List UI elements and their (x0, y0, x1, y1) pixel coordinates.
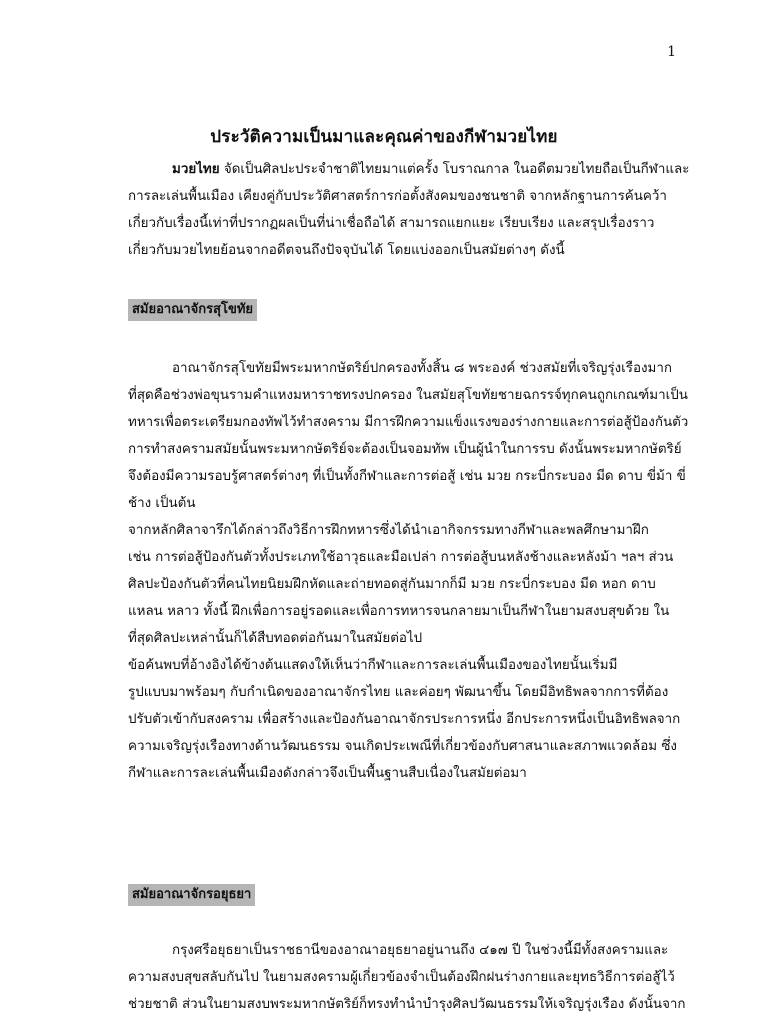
paragraph-line: ทหารเพื่อตระเตรียมกองทัพไว้ทำสงคราม มีการฝึกความแข็งแรงของร่างกายและการต่อสู้ป้องกันตัว (128, 415, 689, 430)
sukhothai-paragraph-2 (128, 517, 673, 652)
ayutthaya-paragraph-1 (128, 937, 686, 1018)
paragraph-line: จึงต้องมีความรอบรู้ศาสตร์ต่างๆ ที่เป็นทั้งกีฬาและการต่อสู้ เช่น มวย กระบี่กระบอง มีด ดาบ ขี่ม้า ขี่ (128, 469, 686, 484)
intro-line: การละเล่นพื้นเมือง เคียงคู่กับประวัติศาสตร์การก่อตั้งสังคมของชนชาติ จากหลักฐานการค้นคว้า (128, 189, 667, 204)
paragraph-line: ที่สุดศิลปะเหล่านั้นก็ได้สืบทอดต่อกันมาในสมัยต่อไป (128, 631, 423, 646)
paragraph-line: ปรับตัวเข้ากับสงคราม เพื่อสร้างและป้องกันอาณาจักรประการหนึ่ง อีกประการหนึ่งเป็นอิทธิพลจาก (128, 712, 681, 727)
paragraph-line: เช่น การต่อสู้ป้องกันตัวทั้งประเภทใช้อาวุธและมือเปล่า การต่อสู้บนหลังช้างและหลังม้า ฯลฯ ส่วน (128, 550, 674, 565)
paragraph-line: ความสงบสุขสลับกันไป ในยามสงครามผู้เกี่ยวข้องจำเป็นต้องฝึกฝนร่างกายและยุทธวิธีการต่อสู้ไว้ (128, 970, 675, 985)
paragraph-line: ข้อค้นพบที่อ้างอิงได้ข้างต้นแสดงให้เห็นว่ากีฬาและการละเล่นพื้นเมืองของไทยนั้นเริ่มมี (128, 658, 618, 673)
sukhothai-paragraph-1 (128, 355, 689, 517)
paragraph-line: กีฬาและการละเล่นพื้นเมืองดังกล่าวจึงเป็นพื้นฐานสืบเนื่องในสมัยต่อมา (128, 766, 527, 781)
intro-line: เกี่ยวกับมวยไทยย้อนจากอดีตจนถึงปัจจุบันได้ โดยแบ่งออกเป็นสมัยต่างๆ ดังนี้ (128, 243, 565, 258)
page-number: 1 (667, 44, 676, 60)
section-heading-ayutthaya: สมัยอาณาจักรอยุธยา (128, 884, 255, 906)
intro-line-text: จัดเป็นศิลปะประจำชาติไทยมาแต่ครั้ง โบราณกาล ในอดีตมวยไทยถือเป็นกีฬาและ (219, 162, 690, 177)
section-heading-sukhothai: สมัยอาณาจักรสุโขทัย (128, 299, 257, 321)
paragraph-line: ช้าง เป็นต้น (128, 496, 196, 511)
sukhothai-paragraph-3 (128, 652, 681, 787)
paragraph-line: จากหลักศิลาจารึกได้กล่าวถึงวิธีการฝึกทหารซึ่งได้นำเอากิจกรรมทางกีฬาและพลศึกษามาฝึก (128, 523, 649, 538)
intro-lead-term: มวยไทย (172, 161, 220, 177)
paragraph-line: ช่วยชาติ ส่วนในยามสงบพระมหากษัตริย์ก็ทรงทำนำบำรุงศิลปวัฒนธรรมให้เจริญรุ่งเรือง ดังนั้นจาก (128, 997, 686, 1012)
paragraph-line: แหลน หลาว ทั้งนี้ ฝึกเพื่อการอยู่รอดและเพื่อการทหารจนกลายมาเป็นกีฬาในยามสงบสุขด้วย ใน (128, 604, 670, 619)
paragraph-line: ที่สุดคือช่วงพ่อขุนรามคำแหงมหาราชทรงปกครอง ในสมัยสุโขทัยชายฉกรรจ์ทุกคนถูกเกณฑ์มาเป็น (128, 388, 688, 403)
paragraph-line: ศิลปะป้องกันตัวที่คนไทยนิยมฝึกหัดและถ่ายทอดสู่กันมากก็มี มวย กระบี่กระบอง มีด หอก ดาบ (128, 577, 656, 592)
paragraph-line: การทำสงครามสมัยนั้นพระมหากษัตริย์จะต้องเป็นจอมทัพ เป็นผู้นำในการรบ ดังนั้นพระมหากษัตริย์ (128, 442, 682, 457)
paragraph-line: กรุงศรีอยุธยาเป็นราชธานีของอาณาอยุธยาอยู่นานถึง ๔๑๗ ปี ในช่วงนี้มีทั้งสงครามและ (172, 943, 669, 958)
document-title: ประวัติความเป็นมาและคุณค่าของกีฬามวยไทย (210, 127, 558, 147)
paragraph-line: อาณาจักรสุโขทัยมีพระมหากษัตริย์ปกครองทั้งสิ้น ๘ พระองค์ ช่วงสมัยที่เจริญรุ่งเรืองมาก (172, 361, 672, 376)
intro-line: เกี่ยวกับเรื่องนี้เท่าที่ปรากฏผลเป็นที่น่าเชื่อถือได้ สามารถแยกแยะ เรียบเรียง และสรุปเรื่องราว (128, 216, 655, 231)
paragraph-line: ความเจริญรุ่งเรืองทางด้านวัฒนธรรม จนเกิดประเพณีที่เกี่ยวข้องกับศาสนาและสภาพแวดล้อม ซึ่ง (128, 739, 677, 754)
paragraph-line: รูปแบบมาพร้อมๆ กับกำเนิดของอาณาจักรไทย และค่อยๆ พัฒนาขึ้น โดยมีอิทธิพลจากการที่ต้อง (128, 685, 669, 700)
intro-paragraph (128, 156, 690, 264)
intro-line (128, 156, 690, 183)
